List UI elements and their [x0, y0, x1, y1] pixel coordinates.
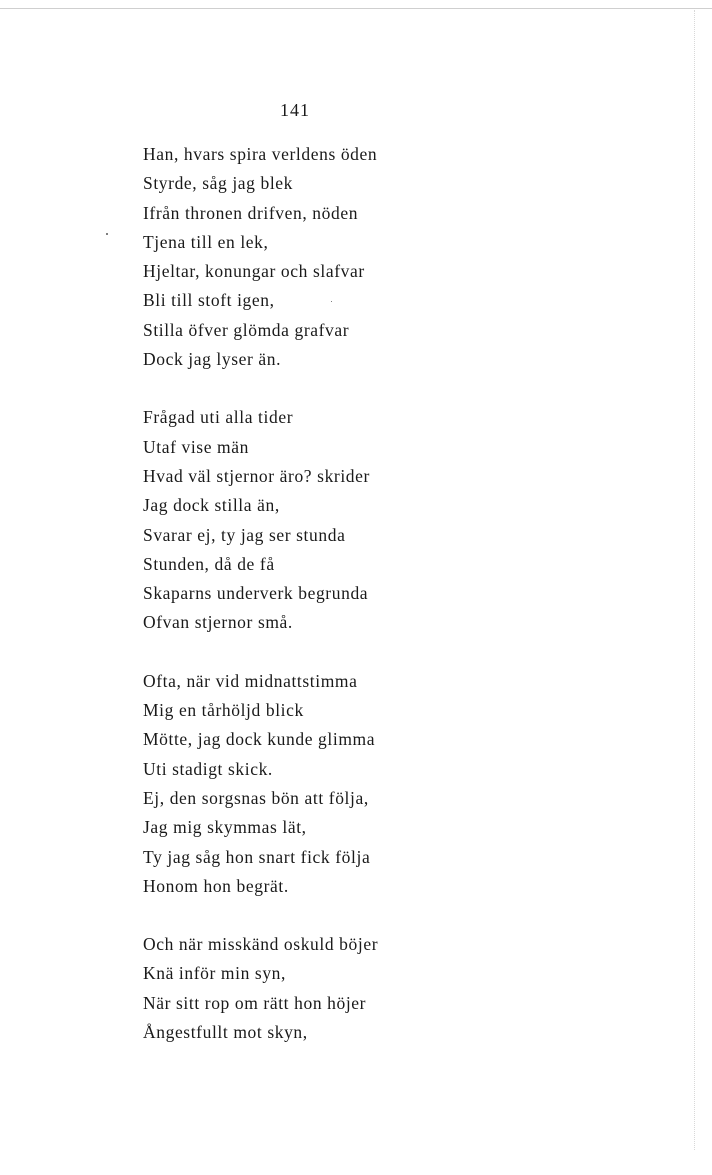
poem-line: Skaparns underverk begrunda — [143, 583, 369, 604]
poem-line: Hjeltar, konungar och slafvar — [143, 261, 365, 282]
poem-line: Ångestfullt mot skyn, — [143, 1022, 308, 1043]
poem-line: Mig en tårhöljd blick — [143, 700, 304, 721]
poem-line: Uti stadigt skick. — [143, 758, 273, 779]
poem-line: Tjena till en lek, — [143, 231, 269, 252]
poem-line: Svarar ej, ty jag ser stunda — [143, 524, 346, 545]
poem-line: Dock jag lyser än. — [143, 349, 282, 370]
page-top-edge — [0, 8, 712, 9]
poem-line: Ofvan stjernor små. — [143, 612, 293, 633]
poem-line: Ofta, när vid midnattstimma — [143, 670, 358, 691]
stanza — [143, 403, 603, 637]
poem-line: Frågad uti alla tider — [143, 407, 294, 428]
poem-line: Knä inför min syn, — [143, 963, 287, 984]
page-number: 141 — [280, 100, 310, 120]
poem-line: Hvad väl stjernor äro? skrider — [143, 465, 370, 486]
poem-line: Ty jag såg hon snart fick följa — [143, 846, 371, 867]
stanza — [143, 667, 603, 901]
page-right-edge — [694, 10, 695, 1150]
poem-line: Jag mig skymmas lät, — [143, 817, 307, 838]
poem-line: Han, hvars spira verldens öden — [143, 144, 378, 164]
poem-line: Honom hon begrät. — [143, 875, 289, 896]
poem-line: När sitt rop om rätt hon höjer — [143, 992, 367, 1013]
poem-line: Bli till stoft igen, — [143, 290, 275, 311]
stanza — [143, 930, 603, 1047]
poem-line: Ifrån thronen drifven, nöden — [143, 202, 359, 223]
poem-line: Ej, den sorgsnas bön att följa, — [143, 787, 369, 808]
poem — [143, 140, 603, 1076]
poem-line: Stunden, då de få — [143, 553, 275, 574]
poem-line: Mötte, jag dock kunde glimma — [143, 729, 376, 750]
stray-mark — [106, 233, 108, 235]
poem-line: Och när misskänd oskuld böjer — [143, 934, 379, 955]
poem-line: Stilla öfver glömda grafvar — [143, 319, 350, 340]
poem-line: Jag dock stilla än, — [143, 495, 280, 516]
stanza — [143, 140, 603, 374]
poem-line: Utaf vise män — [143, 436, 249, 457]
poem-line: Styrde, såg jag blek — [143, 173, 294, 194]
